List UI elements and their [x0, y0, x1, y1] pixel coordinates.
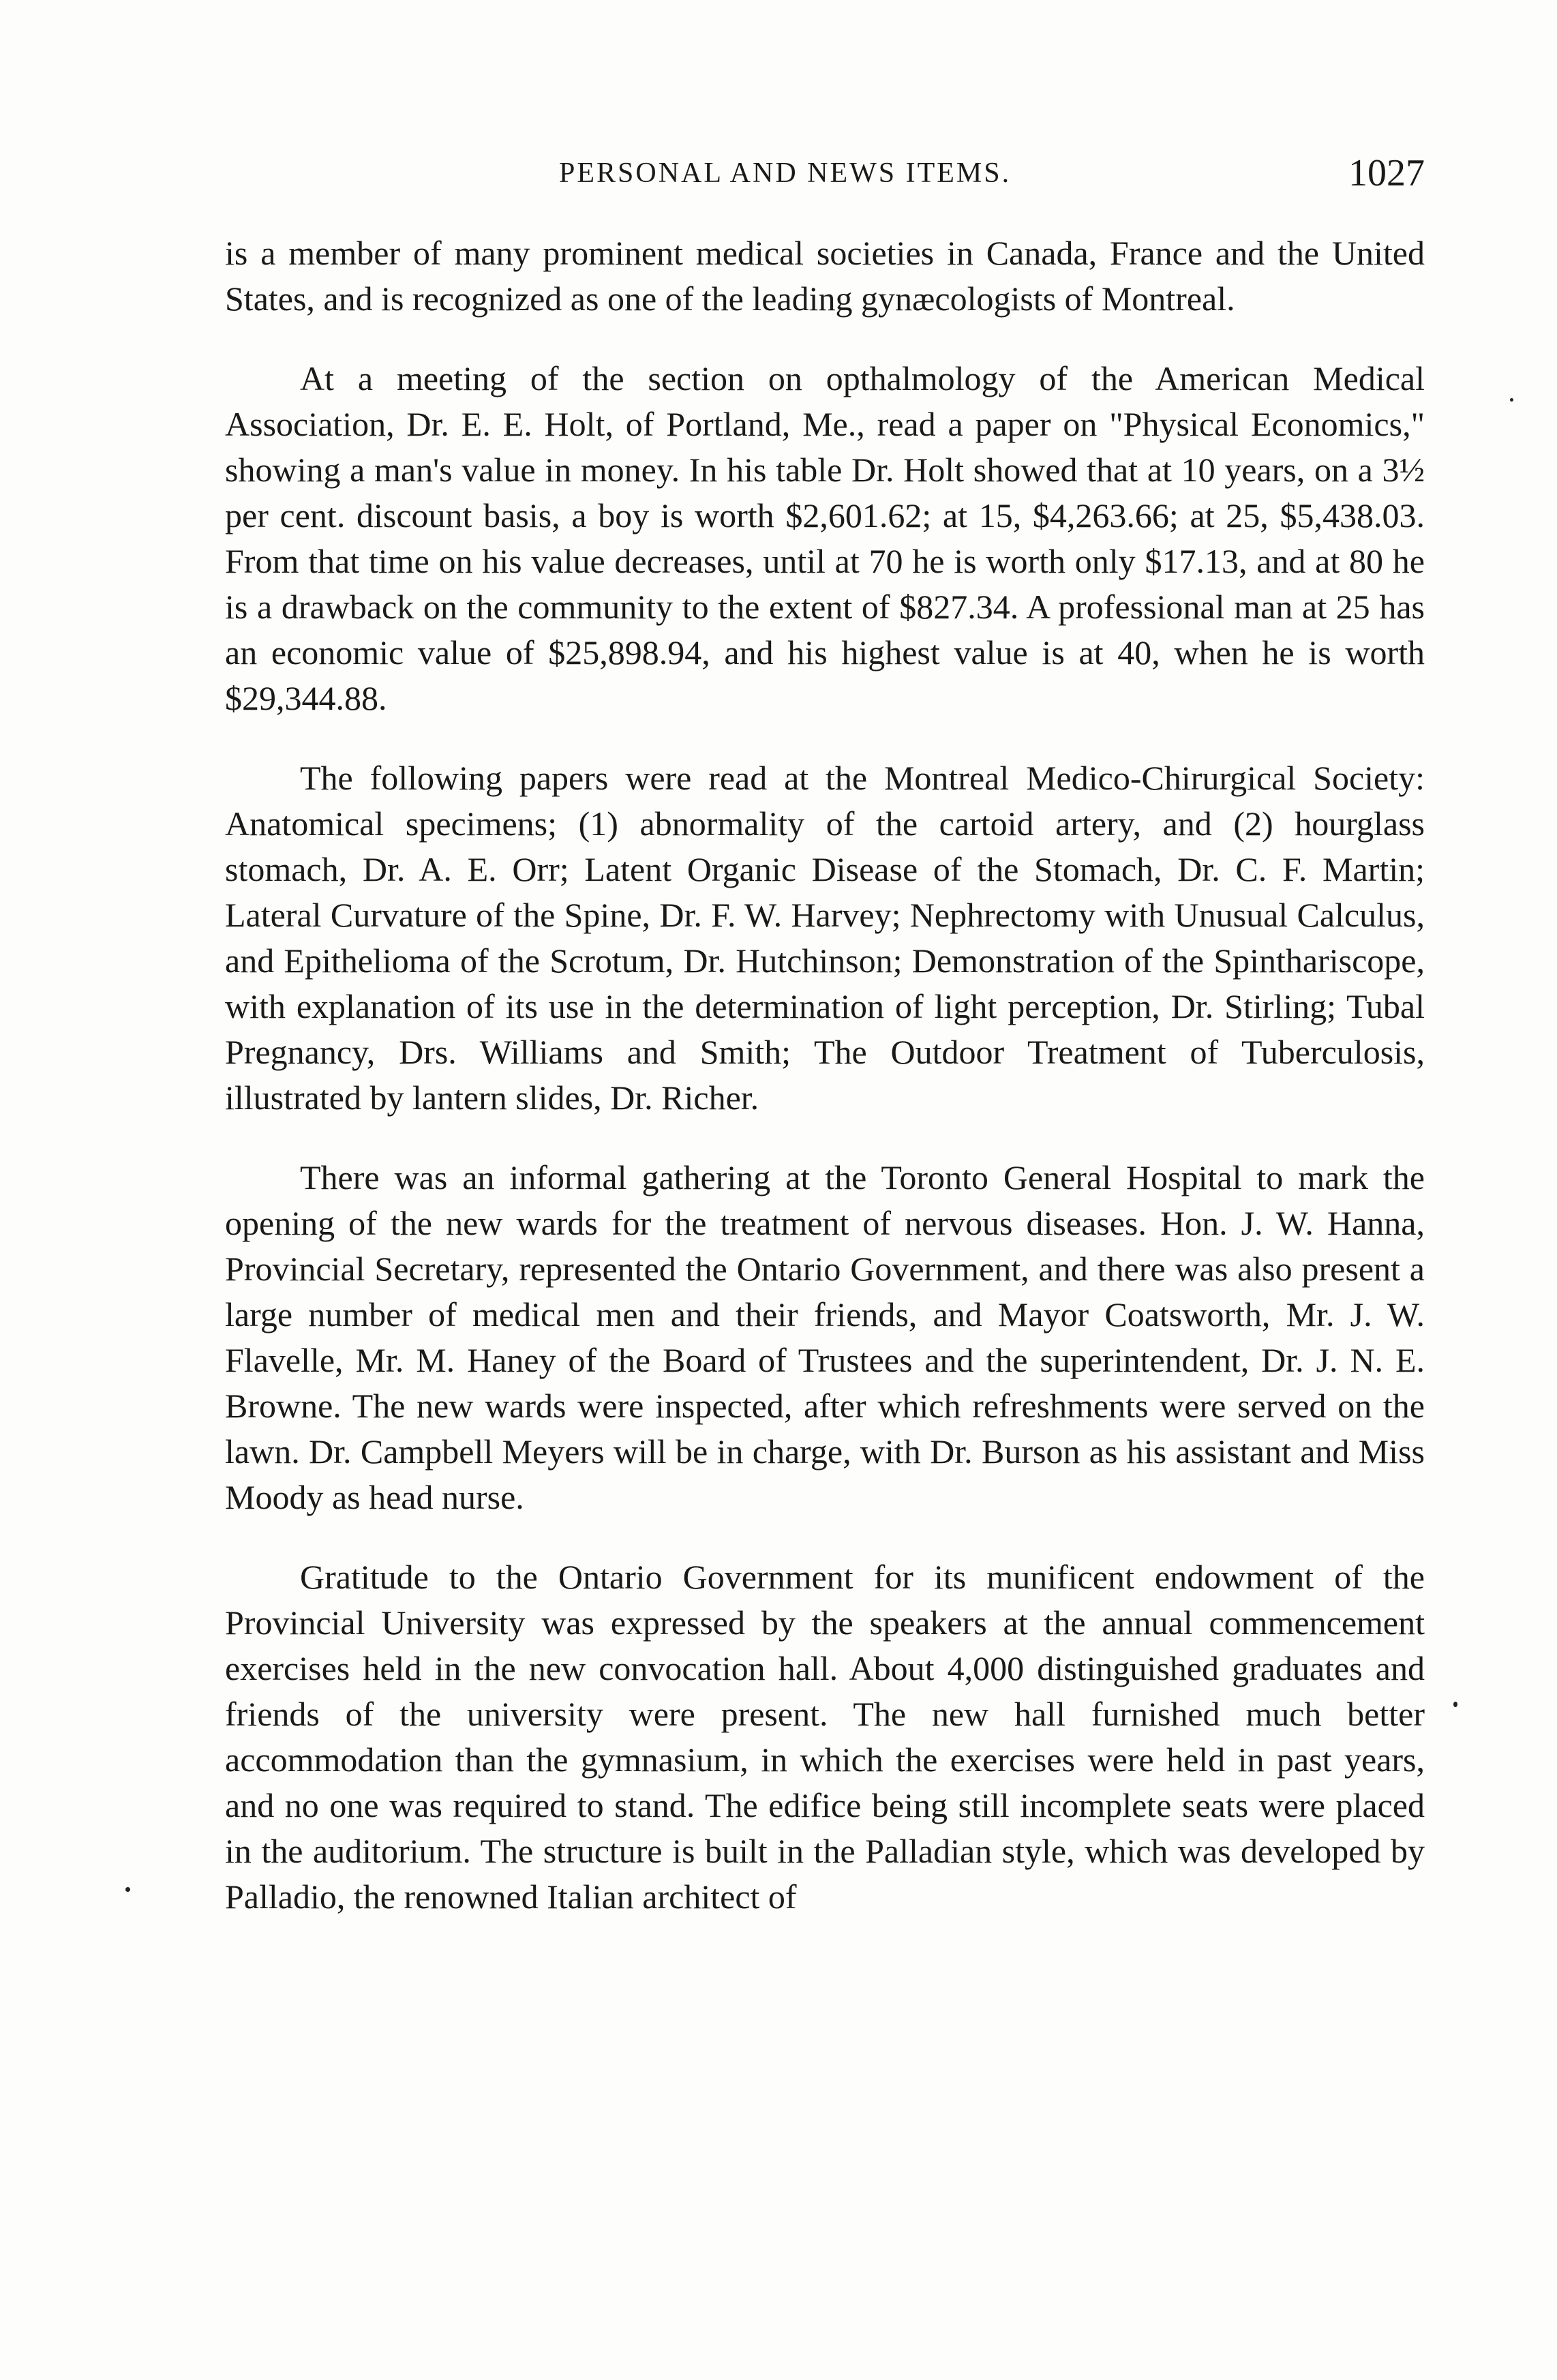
scan-speck [125, 1887, 130, 1892]
paragraph-continuation: is a member of many prominent medical societies in Canada, France and the United States, and is recognized as one of the leading gynæcologists of Montreal. [225, 234, 1425, 318]
page-header [225, 151, 1425, 199]
page-number: 1027 [1348, 152, 1425, 194]
body-text [225, 230, 1425, 1954]
paragraph-convocation-hall: Gratitude to the Ontario Government for its munificent endowment of the Provincial University was expressed by the speakers at the annual commencement exercises held in the new convocation hall. About 4,000 distinguished graduates and friends of the university were present. The new hall furnished much better accommodation than the gymnasium, in which the exercises were held in past years, and no one was required to stand. The edifice being still incomplete seats were placed in the auditorium. The structure is built in the Palladian style, which was developed by Palladio, the renowned Italian architect of [225, 1558, 1425, 1916]
running-head: PERSONAL AND NEWS ITEMS. [559, 157, 1012, 189]
paragraph-toronto-general-hospital: There was an informal gathering at the Toronto General Hospital to mark the opening of the new wards for the treatment of nervous diseases. Hon. J. W. Hanna, Provincial Secretary, represented the Ontario Government, and there was also present a large number of medical men and their friends, and Mayor Coatsworth, Mr. J. W. Flavelle, Mr. M. Haney of the Board of Trustees and the superintendent, Dr. J. N. E. Browne. The new wards were inspected, after which refreshments were served on the lawn. Dr. Campbell Meyers will be in charge, with Dr. Burson as his assistant and Miss Moody as head nurse. [225, 1158, 1425, 1516]
paragraph-holt-economics: At a meeting of the section on opthalmology of the American Medical Association, Dr. E. E. Holt, of Portland, Me., read a paper on "Physical Economics," showing a man's value in money. In his table Dr. Holt showed that at 10 years, on a 3½ per cent. discount basis, a boy is worth $2,601.62; at 15, $4,263.66; at 25, $5,438.03. From that time on his value decreases, until at 70 he is worth only $17.13, and at 80 he is a drawback on the community to the extent of $827.34. A professional man at 25 has an economic value of $25,898.94, and his highest value is at 40, when he is worth $29,344.88. [225, 359, 1425, 717]
paragraph-medico-chirurgical-papers: The following papers were read at the Montreal Medico-Chirurgical Society: Anatomical specimens; (1) abnormality of the cartoid artery, and (2) hourglass stomach, Dr. A. E. Orr; Latent Organic Disease of the Stomach, Dr. C. F. Martin; Lateral Curvature of the Spine, Dr. F. W. Harvey; Nephrectomy with Unusual Calculus, and Epithelioma of the Scrotum, Dr. Hutchinson; Demonstration of the Spinthariscope, with explanation of its use in the determination of light perception, Dr. Stirling; Tubal Pregnancy, Drs. Williams and Smith; The Outdoor Treatment of Tuberculosis, illustrated by lantern slides, Dr. Richer. [225, 759, 1425, 1117]
scan-speck [1510, 398, 1513, 402]
scan-speck [1453, 1702, 1457, 1707]
